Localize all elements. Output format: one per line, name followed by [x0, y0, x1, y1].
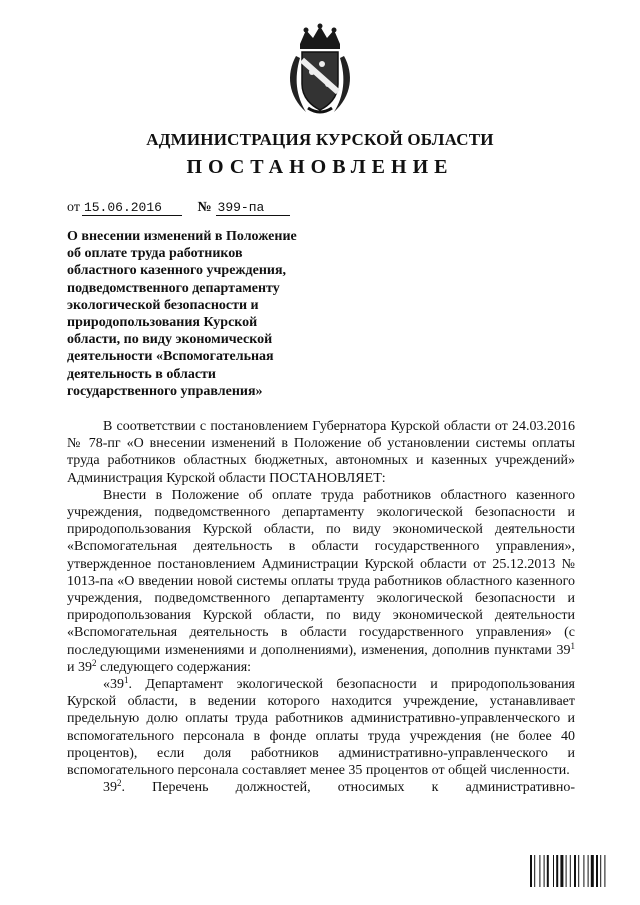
point-text: . Перечень должностей, относимых к административно-	[121, 780, 575, 796]
superscript: 2	[92, 657, 97, 668]
point-number: «39	[103, 677, 124, 693]
resolution-tail: следующего содержания:	[96, 659, 252, 675]
date-prefix: от	[67, 200, 80, 215]
subject-line: государственного управления»	[67, 383, 263, 399]
document-number: 399-па	[216, 200, 290, 216]
document-subject	[67, 228, 357, 400]
resolution-and: и 39	[67, 659, 92, 675]
superscript: 2	[117, 778, 122, 789]
subject-line: областного казенного учреждения,	[67, 263, 287, 279]
point-text: . Департамент экологической безопасности и природопользования Курской области, в ведении которого находится учреждение, устанавливает предельную долю оплаты труда работников административно-управленческого и вспомогательного персонала в фонде оплаты труда учреждения (не более 40 процентов), если доля работников административно-управленческого и вспомогательного персонала составляет менее 35 процентов от общей численности.	[67, 677, 575, 779]
document-type-title: ПОСТАНОВЛЕНИЕ	[186, 156, 454, 178]
subject-line: области, по виду экономической	[67, 332, 273, 348]
subject-line: природопользования Курской	[67, 315, 258, 331]
subject-line: подведомственного департаменту	[67, 280, 280, 296]
subject-line: экологической безопасности и	[67, 297, 259, 313]
document-body	[67, 418, 575, 796]
subject-line: деятельности «Вспомогательная	[67, 349, 274, 365]
subject-line: деятельность в области	[67, 366, 217, 382]
document-meta	[67, 200, 290, 216]
subject-line: об оплате труда работников	[67, 246, 243, 262]
paragraph-point-39-2	[67, 779, 575, 796]
subject-line: О внесении изменений в Положение	[67, 229, 297, 244]
number-prefix: №	[197, 200, 212, 215]
coat-of-arms-icon	[282, 22, 358, 118]
superscript: 1	[570, 640, 575, 651]
barcode-icon	[530, 855, 620, 887]
document-date: 15.06.2016	[82, 200, 182, 216]
paragraph-resolution	[67, 487, 575, 676]
point-number: 39	[103, 780, 117, 796]
resolution-text: Внести в Положение об оплате труда работников областного казенного учреждения, подведомственного департаменту экологической безопасности и природопользования Курской области, по виду экономической деятельности «Вспомогательная деятельность в области государственного управления», утвержденное постановлением Администрации Курской области от 25.12.2013 № 1013-па «О введении новой системы оплаты труда работников областного казенного учреждения, подведомственного департаменту экологической безопасности и природопользования Курской области, по виду экономической деятельности «Вспомогательная деятельность в области государственного управления» (с последующими изменениями и дополнениями), изменения, дополнив пунктами 39	[67, 487, 575, 658]
paragraph-preamble: В соответствии с постановлением Губернатора Курской области от 24.03.2016 № 78-пг «О внесении изменений в Положение об установлении системы оплаты труда работников областных бюджетных, автономных и казенных учреждений» Администрация Курской области ПОСТАНОВЛЯЕТ:	[67, 419, 575, 486]
paragraph-point-39-1	[67, 676, 575, 779]
organization-title: АДМИНИСТРАЦИЯ КУРСКОЙ ОБЛАСТИ	[146, 130, 494, 149]
superscript: 1	[124, 675, 129, 686]
